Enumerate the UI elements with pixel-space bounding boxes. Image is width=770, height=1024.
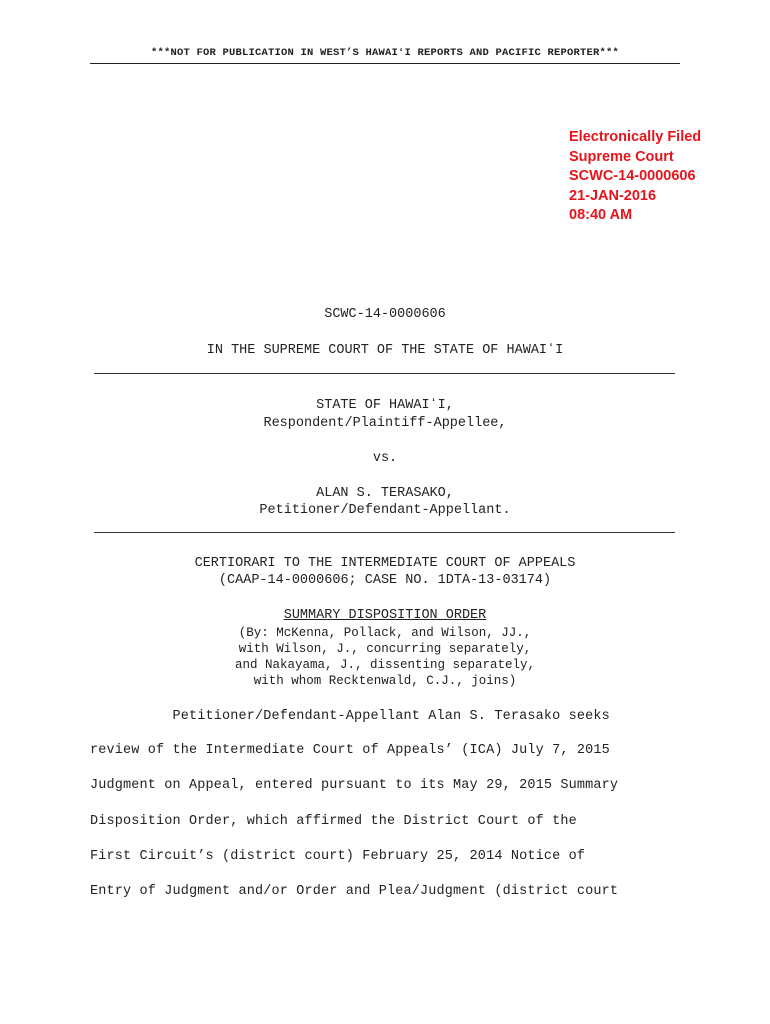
body-line: First Circuit’s (district court) February 25, 2014 Notice of: [90, 849, 586, 864]
party1-role: Respondent/Plaintiff-Appellee,: [263, 416, 507, 431]
judges-line1: (By: McKenna, Pollack, and Wilson, JJ.,: [238, 626, 532, 640]
stamp-line-date: 21-JAN-2016: [569, 187, 657, 204]
caption-rule-top: [94, 373, 675, 374]
judges-line4: with whom Recktenwald, C.J., joins): [253, 674, 517, 688]
body-line: review of the Intermediate Court of Appeals’ (ICA) July 7, 2015: [90, 743, 610, 758]
judges-line3: and Nakayama, J., dissenting separately,: [234, 658, 536, 672]
party2-role: Petitioner/Defendant-Appellant.: [259, 503, 511, 518]
body-line: Disposition Order, which affirmed the District Court of the: [90, 814, 577, 829]
certiorari-line2: (CAAP-14-0000606; CASE NO. 1DTA-13-03174): [218, 573, 552, 588]
filing-stamp: [569, 128, 701, 226]
stamp-line-time: 08:40 AM: [569, 207, 633, 223]
judges-line2: with Wilson, J., concurring separately,: [238, 642, 532, 656]
certiorari-line1: CERTIORARI TO THE INTERMEDIATE COURT OF APPEALS: [194, 556, 576, 571]
stamp-line-filed: Electronically Filed: [569, 129, 702, 145]
caption-rule-bottom: [94, 532, 675, 533]
order-title: [90, 608, 680, 623]
case-number: SCWC-14-0000606: [324, 307, 446, 322]
party1-name: STATE OF HAWAIʻI,: [316, 398, 454, 413]
body-line: Entry of Judgment and/or Order and Plea/Judgment (district court: [90, 884, 619, 899]
publication-notice: ***NOT FOR PUBLICATION IN WEST’S HAWAIʻI REPORTS AND PACIFIC REPORTER***: [150, 47, 620, 59]
stamp-line-case-number: SCWC-14-0000606: [569, 168, 696, 184]
stamp-line-court: Supreme Court: [569, 148, 674, 165]
body-line: Judgment on Appeal, entered pursuant to its May 29, 2015 Summary: [90, 778, 619, 793]
body-line: Petitioner/Defendant-Appellant Alan S. Terasako seeks: [90, 709, 610, 724]
header-rule: [90, 63, 680, 64]
order-title-text: SUMMARY DISPOSITION ORDER: [283, 608, 487, 623]
versus: vs.: [372, 451, 398, 466]
court-name: IN THE SUPREME COURT OF THE STATE OF HAWAIʻI: [206, 343, 564, 358]
party2-name: ALAN S. TERASAKO,: [316, 486, 454, 501]
